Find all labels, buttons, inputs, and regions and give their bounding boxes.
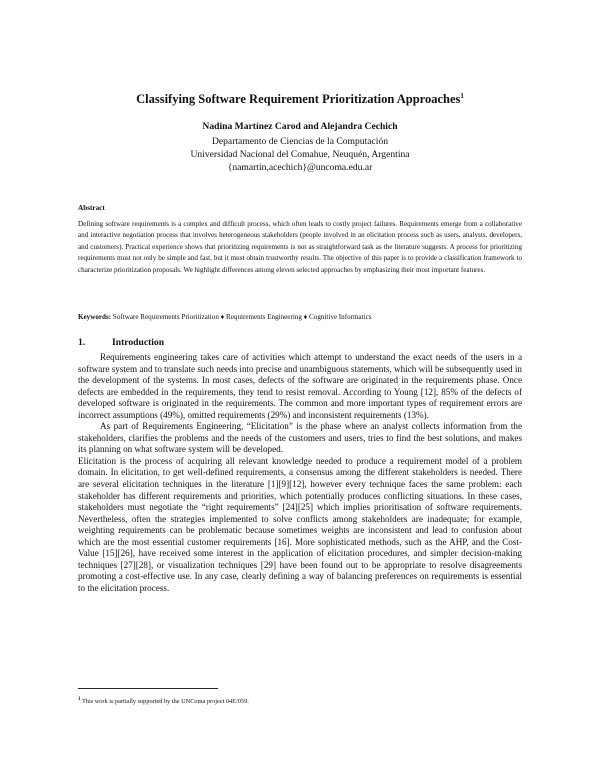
author-email: {namartin,acechich}@uncoma.edu.ar (227, 162, 373, 173)
footnote-mark: 1 (78, 697, 81, 702)
footnote-text: This work is partially supported by the UNComa project 04E/059. (80, 698, 249, 706)
introduction-body (78, 352, 522, 594)
section-title: Introduction (112, 337, 165, 348)
body-paragraph-1: Requirements engineering takes care of activities which attempt to understand the exact needs of the users in a software system and to translate such needs into precise and unambiguous statements, which will be subsequently used in the development of the systems. In most cases, defects of the software are originated in the requirements phase. Once defects are embedded in the requirements, they tend to resist removal. According to Young [12], 85% of the defects of developed software is originated in the requirements. The common and more important types of requirement errors are incorrect assumptions (49%), omitted requirements (29%) and inconsistent requirements (13%). (78, 352, 522, 420)
section-number: 1. (78, 337, 86, 348)
keywords (78, 312, 522, 322)
abstract-text: Defining software requirements is a complex and difficult process, which often leads to costly project failures. Requirements emerge from a collaborative and interactive negotiation process that involves heterogeneous stakeholders (people involved in an elicitation process such as users, analysts, developers, and customers). Practical experience shows that prioritizing requirements is not as straightforward task as the literature suggests. A process for prioritizing requirements must not only be simple and fast, but it must obtain trustworthy results. The objective of this paper is to provide a classification framework to characterize prioritization proposals. We highlight differences among eleven selected approaches by emphasizing their most important features. (78, 220, 522, 274)
footnote-rule (78, 688, 218, 689)
affiliation-department: Departamento de Ciencias de la Computación (211, 136, 389, 147)
abstract-heading: Abstract (78, 204, 105, 212)
keywords-label: Keywords: (78, 313, 112, 321)
authors: Nadina Martínez Carod and Alejandra Cechich (202, 121, 398, 132)
title-footnote-mark: 1 (460, 92, 464, 100)
footnote (78, 697, 522, 705)
body-paragraph-3: Elicitation is the process of acquiring all relevant knowledge needed to produce a requirement model of a problem domain. In elicitation, to get well-defined requirements, a consensus among the different stakeholders is needed. There are several elicitation techniques in the literature [1][9][12], however every technique faces the same problem: each stakeholder has different requirements and priorities, which potentially produces conflicting situations. In these cases, stakeholders must negotiate the “right requirements” [24][25] which implies prioritisation of software requirements. Nevertheless, often the strategies implemented to solve conflicts among stakeholders are inadequate; for example, weighting requirements can be problematic because sometimes weights are inconsistent and lead to confusion about which are the most essential customer requirements [16]. More sophisticated methods, such as the AHP, and the Cost-Value [15][26], have received some interest in the application of elicitation procedures, and simpler decision-making techniques [27][28], or visualization techniques [29] have been found out to be appropriate to resolve disagreements promoting a cost-effective use. In any case, clearly defining a way of balancing preferences on requirements is essential to the elicitation process. (78, 455, 522, 593)
affiliation-university: Universidad Nacional del Comahue, Neuquén, Argentina (190, 149, 410, 160)
title-text: Classifying Software Requirement Prioritization Approaches (136, 92, 461, 107)
body-paragraph-2: As part of Requirements Engineering, “Elicitation” is the phase where an analyst collects information from the stakeholders, clarifies the problems and the needs of the customers and users, tries to find the best solutions, and makes its planning on what software system will be developed. (78, 421, 522, 455)
section-heading (78, 337, 164, 348)
paper-title (0, 92, 600, 107)
keywords-text: Software Requirements Prioritization ♦ Requirements Engineering ♦ Cognitive Informatics (111, 313, 372, 321)
